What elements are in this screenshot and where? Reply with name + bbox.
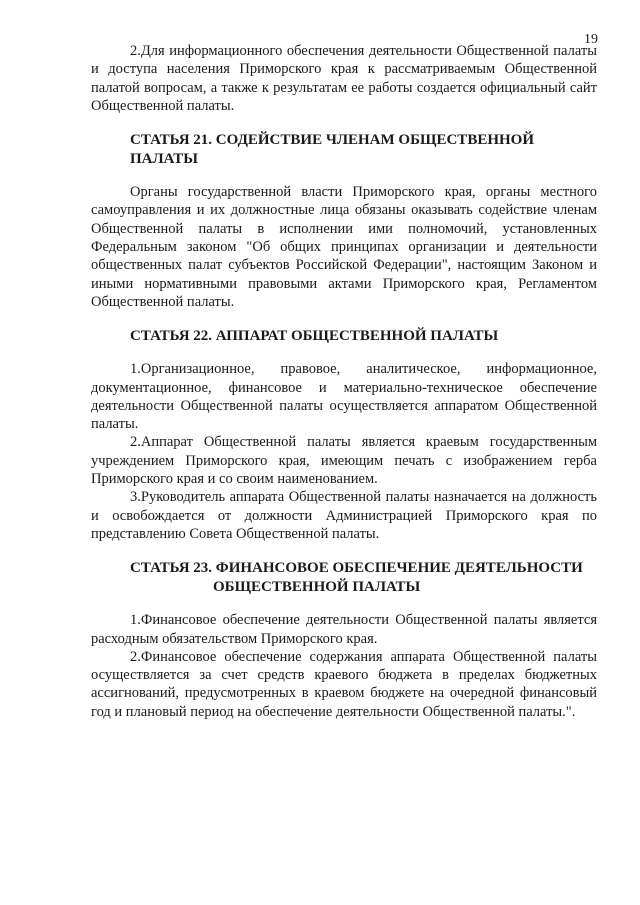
paragraph-article23-item1: 1.Финансовое обеспечение деятельности Общественной палаты является расходным обязательством Приморского края. (91, 612, 597, 647)
document-body (91, 42, 597, 721)
paragraph-article22-item3: 3.Руководитель аппарата Общественной палаты назначается на должность и освобождается от должности Администрацией Приморского края по представлению Совета Общественной палаты. (91, 489, 597, 542)
paragraph-article20-item2: 2.Для информационного обеспечения деятельности Общественной палаты и доступа населения Приморского края к рассматриваемым Общественной палатой вопросам, а также к результатам ее работы создается официальный сайт Общественной палаты. (91, 43, 597, 114)
paragraph-article22-item2: 2.Аппарат Общественной палаты является краевым государственным учреждением Приморского края, имеющим печать с изображением герба Приморского края и со своим наименованием. (91, 434, 597, 488)
article-23-heading (91, 559, 597, 597)
heading-line: ОБЩЕСТВЕННОЙ ПАЛАТЫ (213, 579, 421, 596)
article-22-heading (91, 327, 597, 346)
paragraph-article23-item2: 2.Финансовое обеспечение содержания аппарата Общественной палаты осуществляется за счет средств краевого бюджета в пределах бюджетных ассигнований, предусмотренных в краевом бюджете на очередной финансовый год и плановый период на обеспечение деятельности Общественной палаты.". (91, 648, 597, 720)
article-21-heading (91, 131, 597, 169)
heading-line: СТАТЬЯ 21. СОДЕЙСТВИЕ ЧЛЕНАМ ОБЩЕСТВЕННОЙ ПАЛАТЫ (130, 132, 534, 168)
page-number: 19 (584, 32, 598, 47)
paragraph-article21: Органы государственной власти Приморского края, органы местного самоуправления и их должностные лица обязаны оказывать содействие членам Общественной палаты в исполнении ими полномочий, установленных Федеральным законом "Об общих принципах организации и деятельности общественных палат субъектов Российской Федерации", настоящим Законом и иными нормативными правовыми актами Приморского края, Регламентом Общественной палаты. (91, 184, 597, 310)
heading-line: СТАТЬЯ 23. ФИНАНСОВОЕ ОБЕСПЕЧЕНИЕ ДЕЯТЕЛЬНОСТИ (130, 560, 583, 577)
heading-line: СТАТЬЯ 22. АППАРАТ ОБЩЕСТВЕННОЙ ПАЛАТЫ (130, 328, 499, 345)
paragraph-article22-item1: 1.Организационное, правовое, аналитическое, информационное, документационное, финансовое и материально-техническое обеспечение деятельности Общественной палаты осуществляется аппаратом Общественной палаты. (91, 361, 597, 433)
